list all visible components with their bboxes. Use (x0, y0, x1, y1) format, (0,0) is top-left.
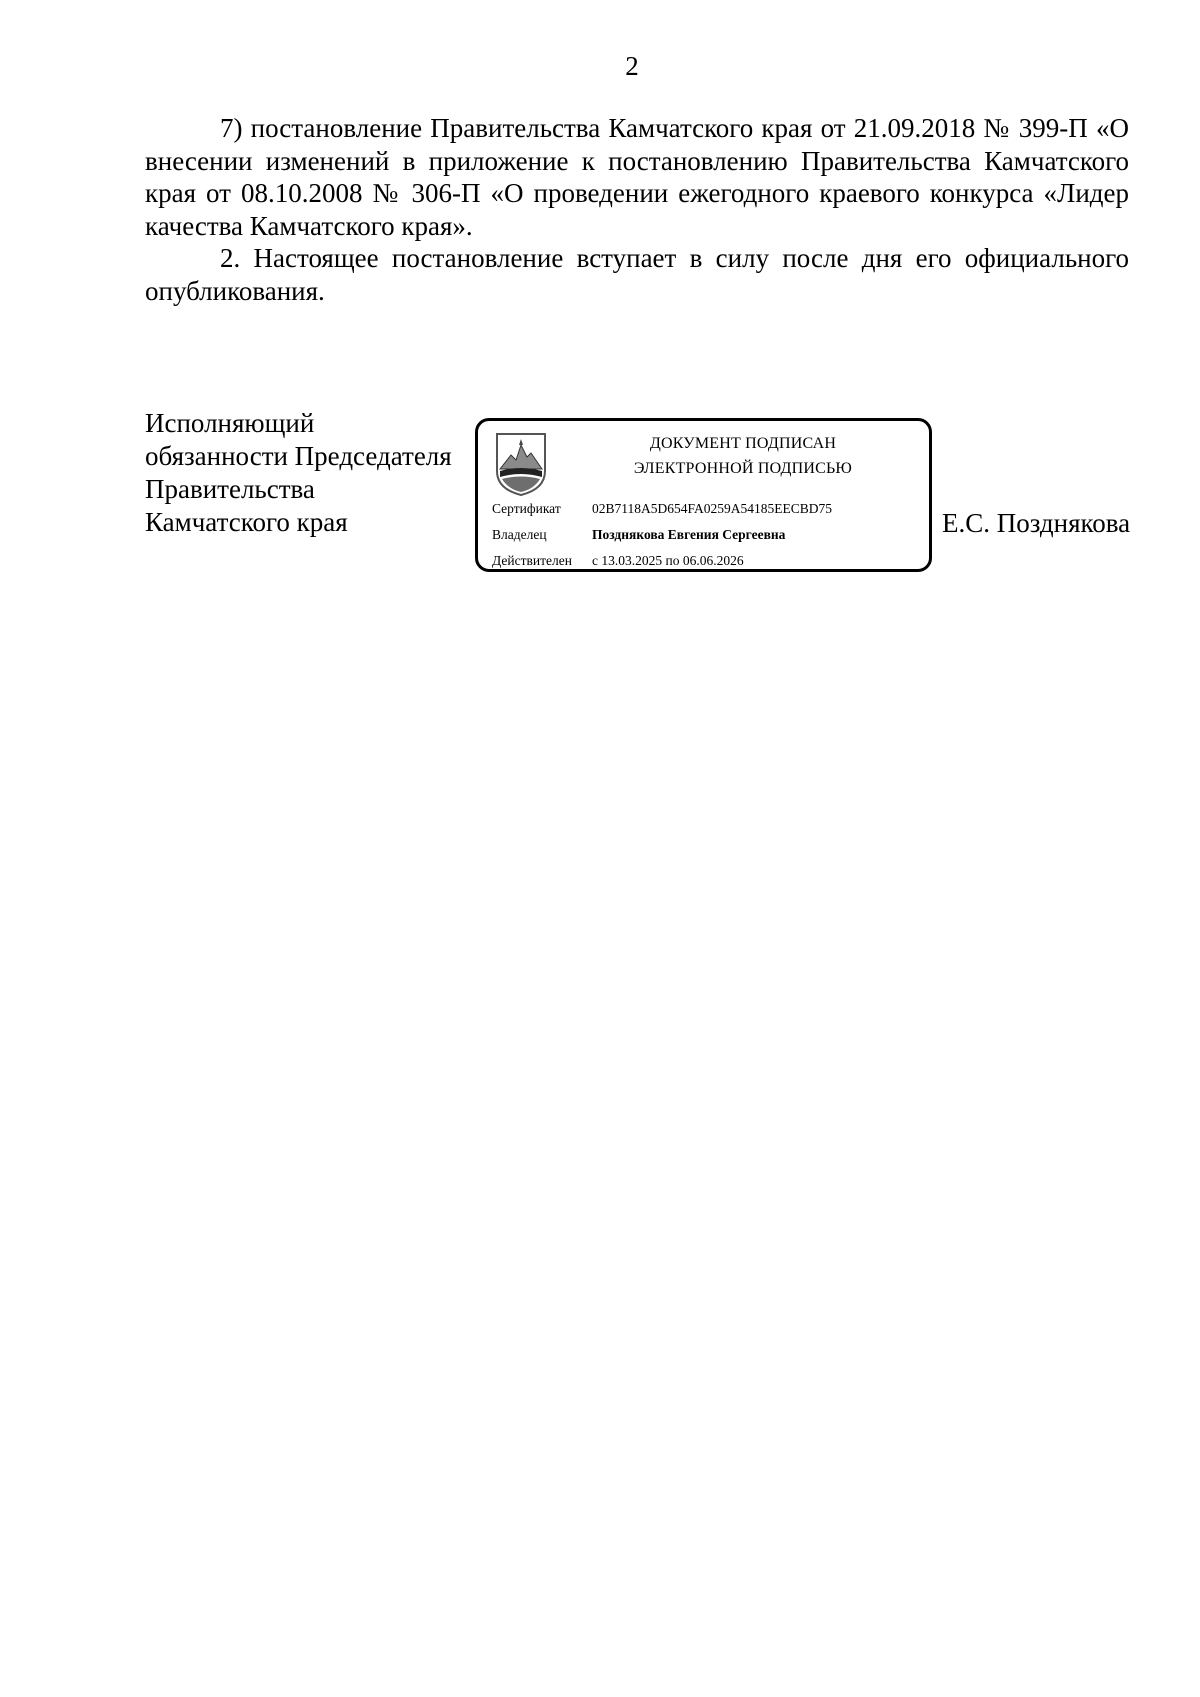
signatory-position (145, 407, 452, 539)
document-body (145, 112, 1129, 307)
signatory-position-line: обязанности Председателя (145, 441, 452, 471)
validity-row (492, 552, 744, 570)
owner-row (492, 526, 785, 544)
paragraph-item-7: 7) постановление Правительства Камчатского края от 21.09.2018 № 399-П «О внесении изменений в приложение к постановлению Правительства Камчатского края от 08.10.2008 № 306-П «О проведении ежегодного краевого конкурса «Лидер качества Камчатского края». (145, 113, 1129, 241)
certificate-value: 02B7118A5D654FA0259A54185EECBD75 (592, 501, 833, 516)
owner-value: Позднякова Евгения Сергеевна (592, 527, 786, 542)
certificate-label: Сертификат (492, 501, 561, 516)
paragraph-item-2: 2. Настоящее постановление вступает в силу после дня его официального опубликования. (145, 243, 1129, 306)
kamchatka-coat-of-arms-icon (494, 431, 548, 497)
stamp-heading (588, 431, 898, 481)
certificate-row (492, 500, 832, 518)
stamp-heading-line: ЭЛЕКТРОННОЙ ПОДПИСЬЮ (633, 460, 853, 477)
owner-label: Владелец (492, 527, 547, 542)
signatory-position-line: Исполняющий (145, 408, 315, 438)
signatory-position-line: Камчатского края (145, 507, 348, 537)
page-number: 2 (625, 51, 639, 81)
signatory-position-line: Правительства (145, 474, 315, 504)
validity-label: Действителен (492, 553, 572, 568)
validity-value: с 13.03.2025 по 06.06.2026 (592, 553, 744, 568)
electronic-signature-stamp (475, 418, 932, 572)
stamp-heading-line: ДОКУМЕНТ ПОДПИСАН (649, 435, 837, 452)
signatory-name: Е.С. Позднякова (942, 508, 1131, 538)
